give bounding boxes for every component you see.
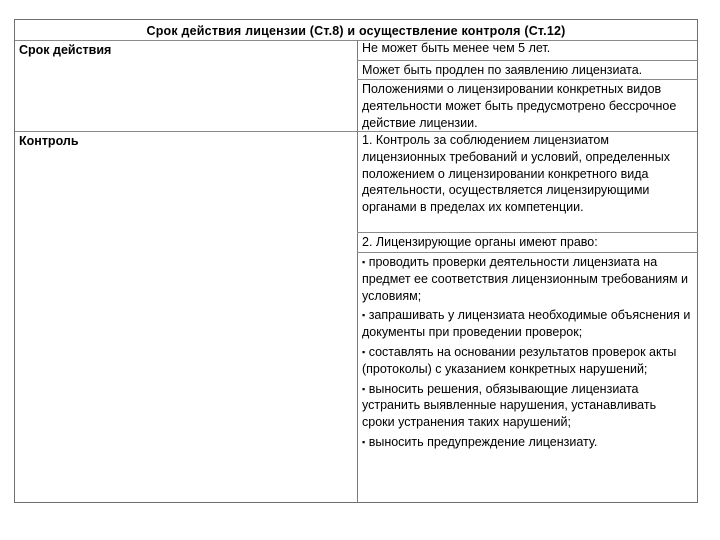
validity-cell-3 [362,81,692,131]
list-item-text: выносить предупреждение лицензиату. [368,434,598,449]
row-divider [357,252,698,253]
row-label-validity: Срок действия [19,43,112,57]
list-item [362,307,692,341]
control-point-2-text: 2. Лицензирующие органы имеют право: [362,235,598,249]
control-point-1-text: 1. Контроль за соблюдением лицензиатом лицензионных требований и условий, определенных положением о лицензировании конкретного вида деятельности, осуществляется лицензирующими органами в пределах их компетенции. [362,133,670,215]
slide-table [14,19,698,503]
list-item [362,381,692,431]
list-item-text: выносить решения, обязывающие лицензиата устранить выявленные нарушения, устанавливать сроки устранения таких нарушений; [362,381,657,430]
list-item [362,344,692,378]
page-title: Срок действия лицензии (Ст.8) и осуществление контроля (Ст.12) [146,24,566,38]
column-divider [357,40,358,503]
list-item [362,254,692,304]
list-item-text: запрашивать у лицензиата необходимые объяснения и документы при проведении проверок; [362,308,691,340]
validity-text-3: Положениями о лицензировании конкретных видов деятельности может быть предусмотрено бессрочное действие лицензии. [362,82,677,130]
row-divider [357,232,698,233]
bullet-marker: ▪ [362,310,366,321]
validity-cell [362,40,692,57]
list-item [362,434,692,451]
control-point-1 [362,132,692,216]
bullet-marker: ▪ [362,436,366,447]
validity-text-1: Не может быть менее чем 5 лет. [362,41,551,55]
row-label-control: Контроль [19,134,79,148]
bullet-marker: ▪ [362,346,366,357]
list-item-text: проводить проверки деятельности лицензиата на предмет ее соответствия лицензионным требованиям и условиям; [362,255,689,303]
validity-text-2: Может быть продлен по заявлению лицензиата. [362,63,643,77]
bullet-marker: ▪ [362,257,366,267]
bullet-marker: ▪ [362,383,366,394]
validity-cell-2 [362,62,692,79]
control-point-2 [362,234,692,251]
list-item-text: составлять на основании результатов проверок акты (протоколы) с указанием конкретных нарушений; [362,344,677,376]
row-divider [357,60,698,61]
row-divider [357,79,698,80]
bullet-list [362,254,692,451]
